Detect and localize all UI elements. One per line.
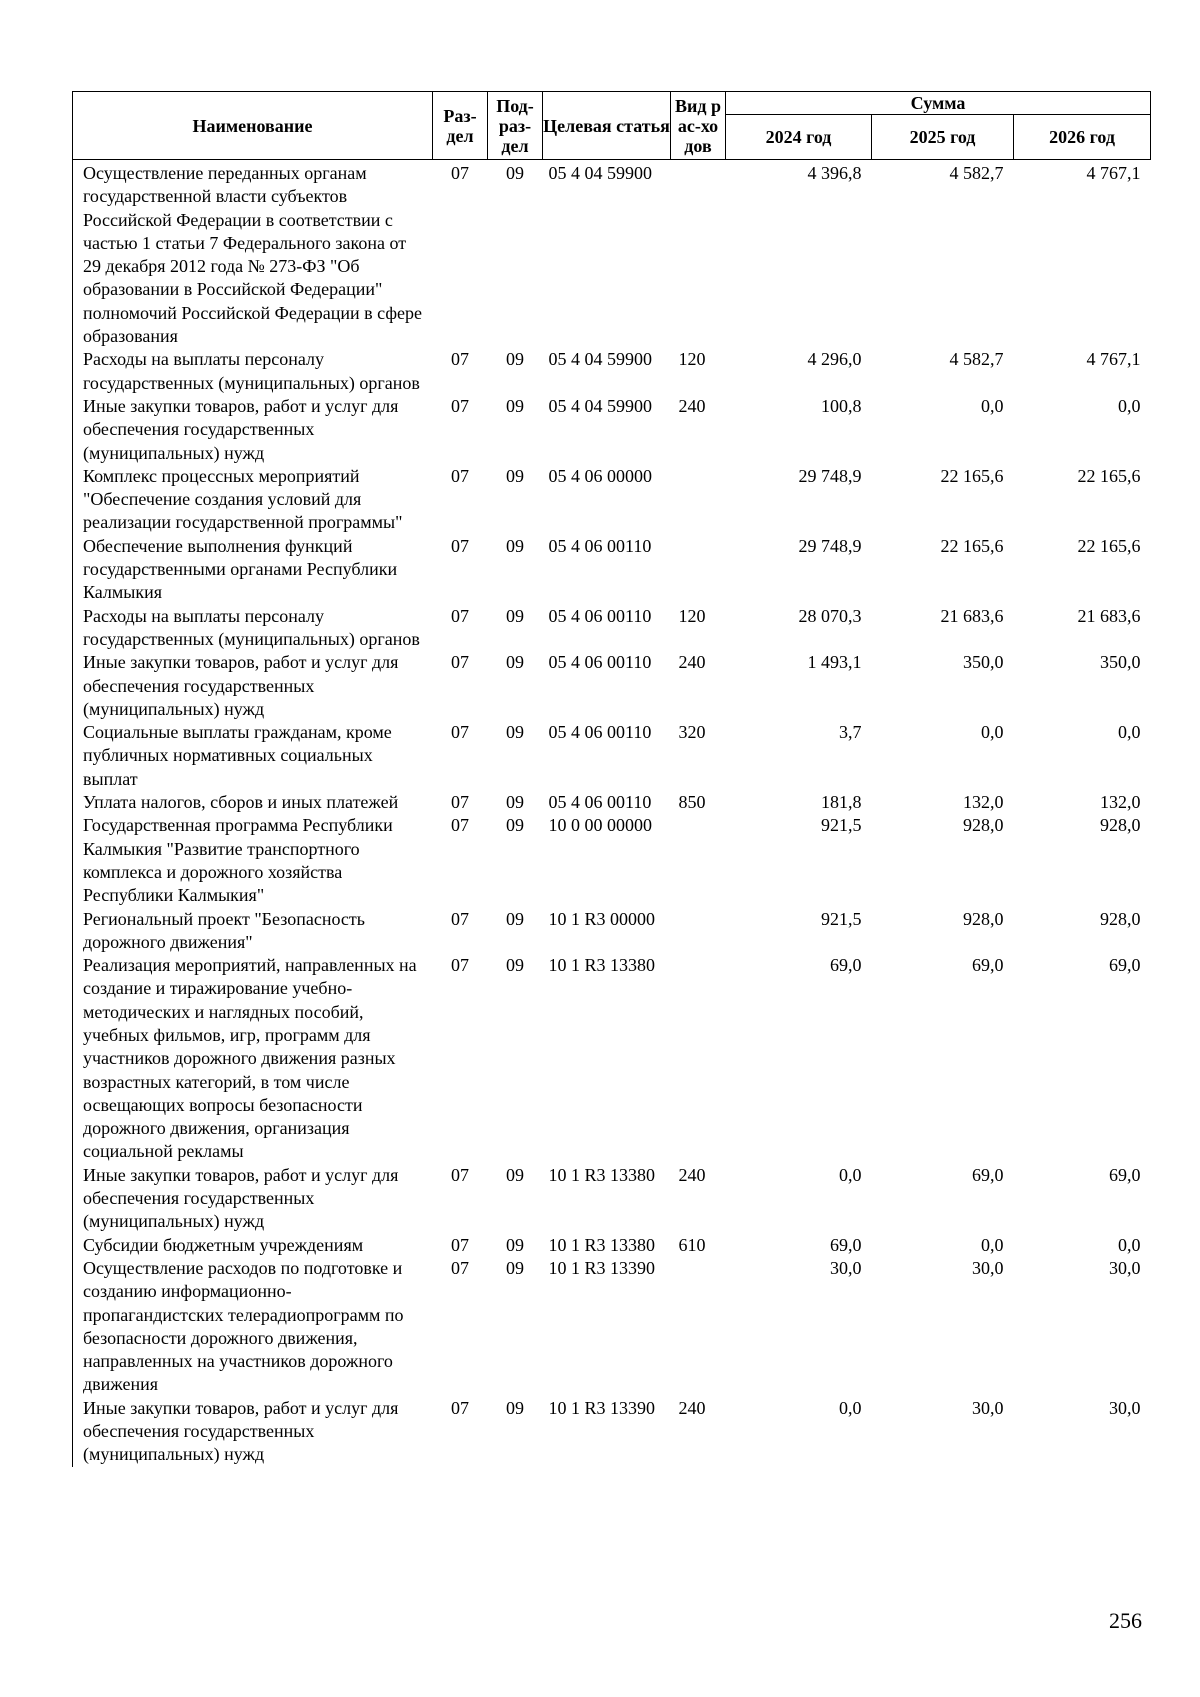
row-amount-2025: 0,0 xyxy=(981,722,1004,743)
row-name: Региональный проект "Безопасность дорожного движения" xyxy=(83,908,365,952)
row-vid xyxy=(671,1257,726,1397)
row-target-code: 05 4 06 00110 xyxy=(548,652,652,673)
table-row xyxy=(73,1234,1151,1257)
row-amount-2025: 4 582,7 xyxy=(949,349,1004,370)
row-amount-2024: 921,5 xyxy=(821,815,862,836)
row-podrazdel: 09 xyxy=(506,955,524,976)
row-amount-2024: 29 748,9 xyxy=(798,535,862,556)
row-podrazdel: 09 xyxy=(506,908,524,929)
row-amount-2025: 69,0 xyxy=(972,955,1004,976)
row-name: Иные закупки товаров, работ и услуг для обеспечения государственных (муниципальных) нужд xyxy=(83,652,399,719)
row-target-code: 10 1 R3 00000 xyxy=(548,908,656,929)
row-amount-2026: 350,0 xyxy=(1100,652,1141,673)
row-target-code: 05 4 06 00110 xyxy=(548,605,652,626)
table-row xyxy=(73,160,1151,349)
row-target-code: 10 0 00 00000 xyxy=(548,815,652,836)
row-amount-2025: 0,0 xyxy=(981,1234,1004,1255)
row-amount-2024: 921,5 xyxy=(821,908,862,929)
row-amount-2024: 0,0 xyxy=(839,1164,862,1185)
row-amount-2026: 22 165,6 xyxy=(1077,535,1141,556)
table-row xyxy=(73,721,1151,791)
row-target-code: 10 1 R3 13390 xyxy=(548,1397,656,1418)
row-amount-2026: 30,0 xyxy=(1109,1257,1141,1278)
row-name: Иные закупки товаров, работ и услуг для обеспечения государственных (муниципальных) нужд xyxy=(83,1164,399,1232)
row-vid: 240 xyxy=(678,1397,706,1418)
row-podrazdel: 09 xyxy=(506,535,524,556)
table-row xyxy=(73,908,1151,955)
row-amount-2026: 69,0 xyxy=(1109,955,1141,976)
header-podrazdel xyxy=(488,92,543,160)
row-vid: 240 xyxy=(678,395,706,416)
row-name: Субсидии бюджетным учреждениям xyxy=(83,1234,364,1255)
table-row xyxy=(73,1164,1151,1234)
row-amount-2025: 22 165,6 xyxy=(940,535,1004,556)
row-razdel: 07 xyxy=(451,1397,469,1418)
row-razdel: 07 xyxy=(451,535,469,556)
row-amount-2025: 30,0 xyxy=(972,1397,1004,1418)
row-amount-2026: 21 683,6 xyxy=(1077,605,1141,626)
row-amount-2026: 132,0 xyxy=(1100,792,1141,813)
row-target-code: 05 4 06 00110 xyxy=(548,792,652,813)
row-amount-2025: 132,0 xyxy=(963,792,1004,813)
row-vid xyxy=(671,908,726,955)
row-amount-2024: 69,0 xyxy=(830,955,862,976)
row-name: Иные закупки товаров, работ и услуг для обеспечения государственных (муниципальных) нужд xyxy=(83,395,399,463)
header-razdel-text: Раз-дел xyxy=(443,105,477,146)
row-amount-2024: 28 070,3 xyxy=(798,605,862,626)
row-podrazdel: 09 xyxy=(506,395,524,416)
row-razdel: 07 xyxy=(451,815,469,836)
row-vid: 240 xyxy=(678,652,706,673)
row-target-code: 10 1 R3 13390 xyxy=(548,1257,656,1278)
row-amount-2026: 22 165,6 xyxy=(1077,465,1141,486)
row-target-code: 10 1 R3 13380 xyxy=(548,1164,656,1185)
row-podrazdel: 09 xyxy=(506,1397,524,1418)
row-name: Государственная программа Республики Калмыкия "Развитие транспортного комплекса и дорожного хозяйства Республики Калмыкия" xyxy=(83,815,393,906)
row-razdel: 07 xyxy=(451,652,469,673)
row-name: Комплекс процессных мероприятий "Обеспечение создания условий для реализации государственной программы" xyxy=(83,465,403,533)
row-podrazdel: 09 xyxy=(506,465,524,486)
row-amount-2025: 350,0 xyxy=(963,652,1004,673)
row-amount-2025: 22 165,6 xyxy=(940,465,1004,486)
row-amount-2024: 29 748,9 xyxy=(798,465,862,486)
row-podrazdel: 09 xyxy=(506,815,524,836)
table-row xyxy=(73,791,1151,814)
row-target-code: 05 4 04 59900 xyxy=(548,349,652,370)
row-amount-2024: 69,0 xyxy=(830,1234,862,1255)
row-amount-2026: 4 767,1 xyxy=(1086,349,1141,370)
row-amount-2026: 0,0 xyxy=(1118,1234,1141,1255)
row-podrazdel: 09 xyxy=(506,605,524,626)
row-amount-2025: 69,0 xyxy=(972,1164,1004,1185)
row-vid: 120 xyxy=(678,349,706,370)
row-razdel: 07 xyxy=(451,722,469,743)
row-name: Расходы на выплаты персоналу государственных (муниципальных) органов xyxy=(83,605,420,649)
row-amount-2025: 4 582,7 xyxy=(949,163,1004,183)
row-amount-2025: 928,0 xyxy=(963,908,1004,929)
row-name: Обеспечение выполнения функций государственными органами Республики Калмыкия xyxy=(83,535,398,603)
row-vid: 240 xyxy=(678,1164,706,1185)
row-razdel: 07 xyxy=(451,1164,469,1185)
row-amount-2024: 1 493,1 xyxy=(807,652,862,673)
row-amount-2025: 928,0 xyxy=(963,815,1004,836)
row-amount-2025: 21 683,6 xyxy=(940,605,1004,626)
table-row xyxy=(73,535,1151,605)
header-razdel xyxy=(433,92,488,160)
row-razdel: 07 xyxy=(451,908,469,929)
row-amount-2026: 30,0 xyxy=(1109,1397,1141,1418)
header-vid xyxy=(671,92,726,160)
row-amount-2026: 4 767,1 xyxy=(1086,163,1141,183)
budget-table-container xyxy=(72,91,1150,1467)
table-row xyxy=(73,348,1151,395)
row-vid xyxy=(671,535,726,605)
row-amount-2026: 0,0 xyxy=(1118,395,1141,416)
row-vid xyxy=(671,465,726,535)
table-row xyxy=(73,954,1151,1164)
row-podrazdel: 09 xyxy=(506,722,524,743)
table-row xyxy=(73,1257,1151,1397)
header-sum: Сумма xyxy=(726,92,1151,115)
header-year-2026: 2026 год xyxy=(1014,115,1151,160)
row-razdel: 07 xyxy=(451,395,469,416)
row-target-code: 05 4 04 59900 xyxy=(548,395,652,416)
row-name: Реализация мероприятий, направленных на создание и тиражирование учебно-методических и наглядных пособий, учебных фильмов, игр, программ для участников дорожного движения разных возрастных категорий, в том числе освещающих вопросы безопасности дорожного движения, организация социальной рекламы xyxy=(83,955,417,1162)
row-vid xyxy=(671,954,726,1164)
row-razdel: 07 xyxy=(451,349,469,370)
row-amount-2024: 0,0 xyxy=(839,1397,862,1418)
table-row xyxy=(73,814,1151,907)
row-razdel: 07 xyxy=(451,605,469,626)
row-amount-2024: 181,8 xyxy=(821,792,862,813)
row-vid: 320 xyxy=(678,722,706,743)
table-row xyxy=(73,395,1151,465)
row-name: Осуществление переданных органам государственной власти субъектов Российской Федерации в соответствии с частью 1 статьи 7 Федерального закона от 29 декабря 2012 года № 273-ФЗ "Об образовании в Российской Федерации" полномочий Российской Федерации в сфере образования xyxy=(83,163,422,347)
row-razdel: 07 xyxy=(451,1257,469,1278)
row-amount-2026: 928,0 xyxy=(1100,908,1141,929)
row-amount-2024: 3,7 xyxy=(839,722,862,743)
row-vid: 850 xyxy=(678,792,706,813)
row-vid xyxy=(671,814,726,907)
row-name: Осуществление расходов по подготовке и созданию информационно-пропагандистских телерадиопрограмм по безопасности дорожного движения, направленных на участников дорожного движения xyxy=(83,1257,404,1395)
table-header xyxy=(73,92,1151,160)
header-name: Наименование xyxy=(73,92,433,160)
row-podrazdel: 09 xyxy=(506,792,524,813)
row-vid xyxy=(671,160,726,349)
row-target-code: 05 4 04 59900 xyxy=(548,163,652,183)
page-number: 256 xyxy=(1109,1608,1142,1633)
row-vid: 120 xyxy=(678,605,706,626)
row-target-code: 05 4 06 00110 xyxy=(548,722,652,743)
table-row xyxy=(73,605,1151,652)
budget-table xyxy=(72,91,1151,1467)
row-amount-2026: 0,0 xyxy=(1118,722,1141,743)
row-name: Уплата налогов, сборов и иных платежей xyxy=(83,792,399,813)
row-podrazdel: 09 xyxy=(506,349,524,370)
row-razdel: 07 xyxy=(451,163,469,183)
row-podrazdel: 09 xyxy=(506,652,524,673)
row-target-code: 10 1 R3 13380 xyxy=(548,955,656,976)
row-razdel: 07 xyxy=(451,955,469,976)
row-target-code: 05 4 06 00000 xyxy=(548,465,652,486)
row-amount-2024: 4 296,0 xyxy=(807,349,862,370)
row-name: Социальные выплаты гражданам, кроме публичных нормативных социальных выплат xyxy=(83,722,392,789)
table-row xyxy=(73,1397,1151,1467)
row-amount-2024: 100,8 xyxy=(821,395,862,416)
row-amount-2024: 30,0 xyxy=(830,1257,862,1278)
row-podrazdel: 09 xyxy=(506,1234,524,1255)
row-razdel: 07 xyxy=(451,1234,469,1255)
row-razdel: 07 xyxy=(451,792,469,813)
row-name: Иные закупки товаров, работ и услуг для обеспечения государственных (муниципальных) нужд xyxy=(83,1397,399,1465)
header-vid-text: Вид рас-ходов xyxy=(675,95,721,156)
row-name: Расходы на выплаты персоналу государственных (муниципальных) органов xyxy=(83,349,420,393)
header-year-2024: 2024 год xyxy=(726,115,872,160)
row-podrazdel: 09 xyxy=(506,1257,524,1278)
row-amount-2024: 4 396,8 xyxy=(807,163,862,183)
table-row xyxy=(73,465,1151,535)
row-podrazdel: 09 xyxy=(506,1164,524,1185)
header-podrazdel-text: Под-раз-дел xyxy=(496,95,534,156)
row-amount-2025: 0,0 xyxy=(981,395,1004,416)
table-row xyxy=(73,651,1151,721)
row-razdel: 07 xyxy=(451,465,469,486)
row-amount-2025: 30,0 xyxy=(972,1257,1004,1278)
header-year-2025: 2025 год xyxy=(872,115,1014,160)
row-target-code: 05 4 06 00110 xyxy=(548,535,652,556)
header-target: Целевая статья xyxy=(543,92,671,160)
row-vid: 610 xyxy=(678,1234,706,1255)
row-amount-2026: 69,0 xyxy=(1109,1164,1141,1185)
row-podrazdel: 09 xyxy=(506,163,524,183)
table-body xyxy=(73,160,1151,1467)
row-target-code: 10 1 R3 13380 xyxy=(548,1234,656,1255)
row-amount-2026: 928,0 xyxy=(1100,815,1141,836)
